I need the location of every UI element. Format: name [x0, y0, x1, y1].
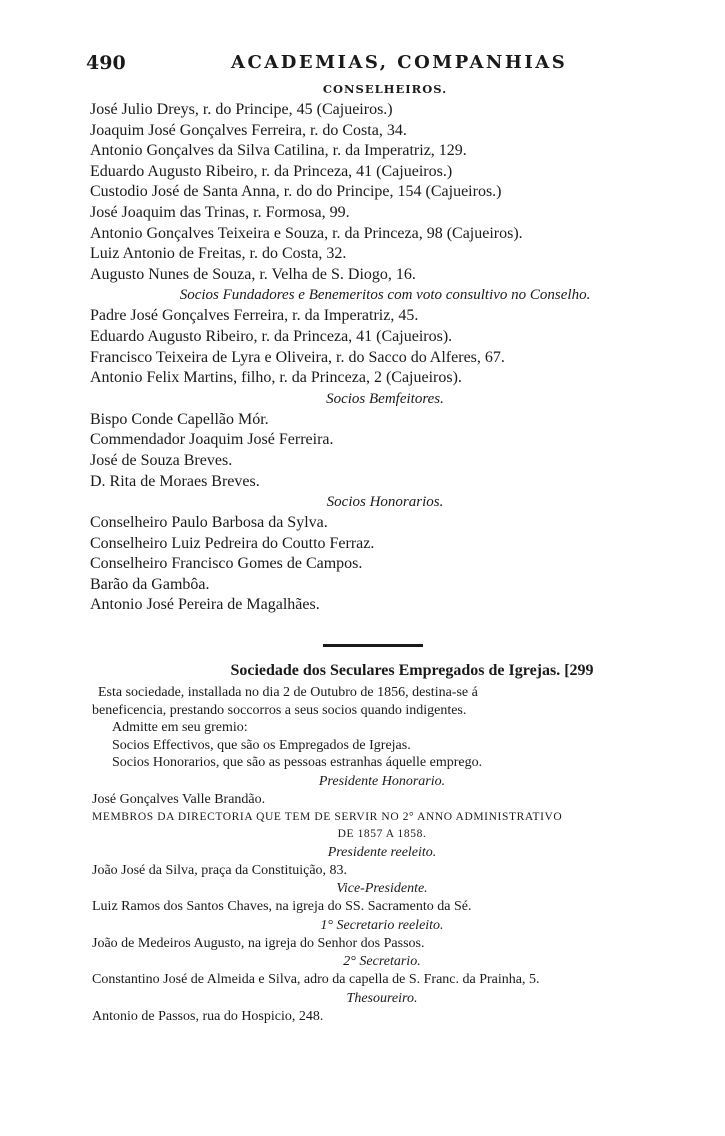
list-item: Conselheiro Luiz Pedreira do Coutto Ferraz.	[90, 534, 375, 552]
presidente-honorario: José Gonçalves Valle Brandão.	[92, 791, 266, 807]
list-item: Francisco Teixeira de Lyra e Oliveira, r. do Sacco do Alferes, 67.	[90, 348, 505, 366]
list-item: Eduardo Augusto Ribeiro, r. da Princeza, 41 (Cajueiros).	[90, 327, 453, 345]
tesoureiro: Antonio de Passos, rua do Hospicio, 248.	[92, 1008, 324, 1024]
secretario-1: João de Medeiros Augusto, na igreja do Senhor dos Passos.	[92, 935, 425, 951]
tesoureiro-heading: Thesoureiro.	[346, 990, 418, 1006]
running-title: ACADEMIAS, COMPANHIAS	[231, 52, 568, 73]
intro-line: Esta sociedade, installada no dia 2 de Outubro de 1856, destina-se á	[98, 685, 478, 700]
list-item: Commendador Joaquim José Ferreira.	[90, 431, 334, 449]
honorarios-line: Socios Honorarios, que são as pessoas estranhas áquelle emprego.	[112, 755, 483, 771]
secretario-1-heading: 1° Secretario reeleito.	[320, 917, 444, 933]
conselheiros-list	[90, 100, 680, 285]
list-item: Bispo Conde Capellão Mór.	[90, 410, 269, 428]
secretario-2-heading: 2° Secretario.	[343, 954, 421, 970]
list-item: Padre José Gonçalves Ferreira, r. da Imperatriz, 45.	[90, 307, 419, 325]
honorarios-list	[90, 513, 680, 616]
intro-line: beneficencia, prestando soccorros a seus socios quando indigentes.	[92, 702, 467, 718]
vice-heading: Vice-Presidente.	[336, 881, 428, 897]
section-title: Sociedade dos Seculares Empregados de Igrejas. [299	[230, 662, 594, 679]
bemfeitores-list	[90, 410, 680, 492]
section-conselho	[90, 82, 680, 616]
admitte-line: Admitte em seu gremio:	[112, 720, 248, 736]
list-item: Antonio Gonçalves da Silva Catilina, r. da Imperatriz, 129.	[90, 142, 467, 160]
page-number: 490	[86, 52, 126, 74]
secretario-2: Constantino José de Almeida e Silva, adro da capella de S. Franc. da Prainha, 5.	[92, 972, 540, 988]
list-item: Conselheiro Francisco Gomes de Campos.	[90, 555, 363, 573]
presidente-heading: Presidente reeleito.	[327, 844, 437, 860]
page-header	[86, 52, 676, 76]
list-item: Custodio José de Santa Anna, r. do do Principe, 154 (Cajueiros.)	[90, 183, 502, 201]
list-item: Barão da Gambôa.	[90, 575, 210, 593]
list-item: Augusto Nunes de Souza, r. Velha de S. Diogo, 16.	[90, 265, 416, 283]
honorarios-heading: Socios Honorarios.	[326, 494, 444, 511]
list-item: Luiz Antonio de Freitas, r. do Costa, 32.	[90, 245, 347, 263]
list-item: Antonio Felix Martins, filho, r. da Princeza, 2 (Cajueiros).	[90, 369, 462, 387]
list-item: Joaquim José Gonçalves Ferreira, r. do Costa, 34.	[90, 121, 407, 139]
section-divider	[323, 644, 423, 647]
membros-heading: MEMBROS DA DIRECTORIA QUE TEM DE SERVIR NO 2° ANNO ADMINISTRATIVO	[92, 810, 563, 823]
presidente: João José da Silva, praça da Constituição, 83.	[92, 862, 348, 878]
list-item: Antonio Gonçalves Teixeira e Souza, r. da Princeza, 98 (Cajueiros).	[90, 224, 523, 242]
list-item: Eduardo Augusto Ribeiro, r. da Princeza, 41 (Cajueiros.)	[90, 162, 453, 180]
fundadores-list	[90, 306, 680, 388]
section-sociedade	[92, 662, 672, 1026]
list-item: Antonio José Pereira de Magalhães.	[90, 596, 320, 614]
bemfeitores-heading: Socios Bemfeitores.	[326, 390, 444, 407]
fundadores-heading: Socios Fundadores e Benemeritos com voto consultivo no Conselho.	[179, 287, 591, 304]
membros-heading-years: DE 1857 A 1858.	[337, 827, 427, 840]
list-item: José Joaquim das Trinas, r. Formosa, 99.	[90, 203, 350, 221]
list-item: José Julio Dreys, r. do Principe, 45 (Cajueiros.)	[90, 101, 393, 118]
list-item: José de Souza Breves.	[90, 451, 233, 469]
presidente-honorario-heading: Presidente Honorario.	[318, 773, 446, 789]
conselheiros-heading: CONSELHEIROS.	[322, 82, 448, 96]
vice-presidente: Luiz Ramos dos Santos Chaves, na igreja do SS. Sacramento da Sé.	[92, 899, 472, 915]
list-item: Conselheiro Paulo Barbosa da Sylva.	[90, 514, 328, 532]
efectivos-line: Socios Effectivos, que são os Empregados de Igrejas.	[112, 737, 411, 753]
list-item: D. Rita de Moraes Breves.	[90, 472, 260, 490]
